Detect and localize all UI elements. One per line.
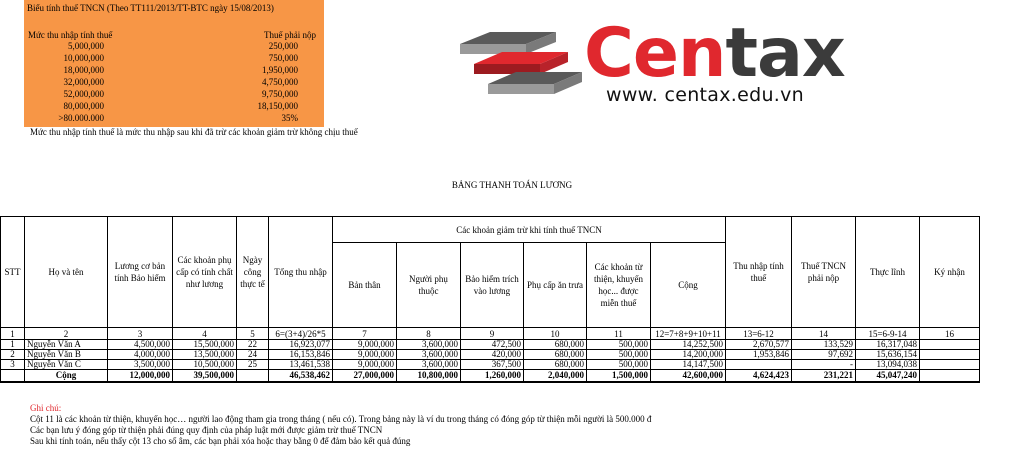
index-cell: 15=6-9-14 <box>856 328 920 340</box>
col-sum: Cộng <box>651 243 726 328</box>
col-insurance: Bảo hiểm trích vào lương <box>461 243 524 328</box>
total-taxable: 4,624,423 <box>726 370 792 382</box>
bracket-tax: 18,150,000 <box>257 101 298 111</box>
cell-taxable: 1,953,846 <box>726 350 792 360</box>
col-name: Họ và tên <box>25 217 108 328</box>
tax-header: Thuế phải nộp <box>264 30 316 40</box>
cell-name: Nguyễn Văn B <box>25 350 108 360</box>
index-cell: 5 <box>237 328 269 340</box>
cell-sign <box>920 340 980 350</box>
cell-sum: 14,252,500 <box>651 340 726 350</box>
bracket-tax: 35% <box>281 113 298 123</box>
index-cell: 3 <box>108 328 173 340</box>
cell-charity: 500,000 <box>587 350 651 360</box>
bracket-income: 52,000,000 <box>63 89 104 99</box>
bracket-income: 10,000,000 <box>63 53 104 63</box>
index-cell: 12=7+8+9+10+11 <box>651 328 726 340</box>
index-cell: 6=(3+4)/26*5 <box>269 328 333 340</box>
cell-net: 13,094,038 <box>856 360 920 370</box>
index-cell: 13=6-12 <box>726 328 792 340</box>
cell-days: 25 <box>237 360 269 370</box>
bracket-tax: 9,750,000 <box>262 89 298 99</box>
total-stt <box>1 370 25 382</box>
total-allow: 39,500,000 <box>173 370 237 382</box>
cell-net: 15,636,154 <box>856 350 920 360</box>
col-pit: Thuế TNCN phải nộp <box>792 217 856 328</box>
total-gross: 46,538,462 <box>269 370 333 382</box>
cell-gross: 16,923,077 <box>269 340 333 350</box>
cell-pit: - <box>792 360 856 370</box>
cell-gross: 16,153,846 <box>269 350 333 360</box>
total-charity: 1,500,000 <box>587 370 651 382</box>
cell-allow: 13,500,000 <box>173 350 237 360</box>
cell-gross: 13,461,538 <box>269 360 333 370</box>
logo-mark-icon <box>460 14 584 114</box>
index-cell: 4 <box>173 328 237 340</box>
notes-label: Ghi chú: <box>30 403 62 413</box>
cell-stt: 1 <box>1 340 25 350</box>
cell-base: 4,000,000 <box>108 350 173 360</box>
note-line: Sau khi tính toán, nếu thấy cột 13 cho số âm, các bạn phải xóa hoặc thay bằng 0 để đảm bảo kết quả đúng <box>30 436 411 446</box>
cell-sign <box>920 360 980 370</box>
col-self: Bản thân <box>333 243 397 328</box>
cell-stt: 3 <box>1 360 25 370</box>
note-line: Các bạn lưu ý đóng góp từ thiện phải đúng quy định của pháp luật mới được giảm trừ thuế TNCN <box>30 425 383 435</box>
table-row <box>1 360 980 370</box>
cell-allow: 10,500,000 <box>173 360 237 370</box>
col-deduction-group: Các khoản giảm trừ khi tính thuế TNCN <box>333 217 726 243</box>
cell-self: 9,000,000 <box>333 340 397 350</box>
bracket-tax: 4,750,000 <box>262 77 298 87</box>
logo-wordmark: Centax <box>584 14 845 93</box>
total-days <box>237 370 269 382</box>
tax-bracket-title: Biểu tính thuế TNCN (Theo TT111/2013/TT-BTC ngày 15/08/2013) <box>27 3 274 13</box>
total-self: 27,000,000 <box>333 370 397 382</box>
bracket-income: >80.000.000 <box>58 113 104 123</box>
col-taxable: Thu nhập tính thuế <box>726 217 792 328</box>
tax-note: Mức thu nhập tính thuế là mức thu nhập sau khi đã trừ các khoản giảm trừ không chịu thuế <box>30 127 358 137</box>
cell-days: 24 <box>237 350 269 360</box>
cell-sum: 14,147,500 <box>651 360 726 370</box>
cell-insurance: 367,500 <box>461 360 524 370</box>
index-row <box>1 328 980 340</box>
cell-meal: 680,000 <box>524 360 587 370</box>
cell-charity: 500,000 <box>587 340 651 350</box>
total-insurance: 1,260,000 <box>461 370 524 382</box>
col-base-salary: Lương cơ bản tính Bảo hiểm <box>108 217 173 328</box>
payroll-table <box>0 216 980 383</box>
cell-sign <box>920 350 980 360</box>
cell-days: 22 <box>237 340 269 350</box>
total-base: 12,000,000 <box>108 370 173 382</box>
cell-name: Nguyễn Văn A <box>25 340 108 350</box>
logo-url: www. centax.edu.vn <box>606 84 805 106</box>
cell-meal: 680,000 <box>524 350 587 360</box>
col-charity: Các khoản từ thiện, khuyến học... được miễn thuế <box>587 243 651 328</box>
col-gross: Tổng thu nhập <box>269 217 333 328</box>
cell-insurance: 420,000 <box>461 350 524 360</box>
cell-insurance: 472,500 <box>461 340 524 350</box>
header-row <box>1 217 980 243</box>
income-header: Mức thu nhập tính thuế <box>28 30 113 40</box>
note-line: Cột 11 là các khoản từ thiện, khuyến học… người lao động tham gia trong tháng ( nếu có). Trong bảng này là ví du trong tháng có đóng góp từ thiện mỗi người là 500.000 đ <box>30 414 652 424</box>
notes-block <box>30 403 651 447</box>
bracket-row <box>24 101 324 112</box>
bracket-row <box>24 53 324 64</box>
col-stt: STT <box>1 217 25 328</box>
bracket-income: 80,000,000 <box>63 101 104 111</box>
cell-charity: 500,000 <box>587 360 651 370</box>
index-cell: 14 <box>792 328 856 340</box>
bracket-row <box>24 77 324 88</box>
centax-logo <box>460 14 845 114</box>
col-allowance: Các khoản phụ cấp có tính chất như lương <box>173 217 237 328</box>
col-sign: Ký nhận <box>920 217 980 328</box>
cell-dependent: 3,600,000 <box>397 360 461 370</box>
index-cell: 1 <box>1 328 25 340</box>
total-meal: 2,040,000 <box>524 370 587 382</box>
cell-meal: 680,000 <box>524 340 587 350</box>
total-sum: 42,600,000 <box>651 370 726 382</box>
index-cell: 7 <box>333 328 397 340</box>
total-label: Cộng <box>25 370 108 382</box>
index-cell: 2 <box>25 328 108 340</box>
index-cell: 10 <box>524 328 587 340</box>
bracket-row <box>24 89 324 100</box>
total-dependent: 10,800,000 <box>397 370 461 382</box>
index-cell: 11 <box>587 328 651 340</box>
cell-taxable <box>726 360 792 370</box>
total-sign <box>920 370 980 382</box>
bracket-income: 5,000,000 <box>68 41 104 51</box>
cell-pit: 133,529 <box>792 340 856 350</box>
table-row <box>1 350 980 360</box>
cell-name: Nguyễn Văn C <box>25 360 108 370</box>
total-pit: 231,221 <box>792 370 856 382</box>
bracket-income: 18,000,000 <box>63 65 104 75</box>
bracket-income: 32,000,000 <box>63 77 104 87</box>
bracket-tax: 1,950,000 <box>262 65 298 75</box>
cell-stt: 2 <box>1 350 25 360</box>
cell-pit: 97,692 <box>792 350 856 360</box>
col-net: Thực lĩnh <box>856 217 920 328</box>
index-cell: 9 <box>461 328 524 340</box>
cell-self: 9,000,000 <box>333 350 397 360</box>
col-dependent: Người phụ thuộc <box>397 243 461 328</box>
col-meal: Phụ cấp ăn trưa <box>524 243 587 328</box>
cell-allow: 15,500,000 <box>173 340 237 350</box>
total-net: 45,047,240 <box>856 370 920 382</box>
bracket-row <box>24 41 324 52</box>
cell-base: 3,500,000 <box>108 360 173 370</box>
bracket-row <box>24 65 324 76</box>
col-days: Ngày công thực tế <box>237 217 269 328</box>
total-row <box>1 370 980 382</box>
bracket-tax: 250,000 <box>268 41 298 51</box>
cell-net: 16,317,048 <box>856 340 920 350</box>
sheet-title: BẢNG THANH TOÁN LƯƠNG <box>451 180 573 190</box>
cell-dependent: 3,600,000 <box>397 340 461 350</box>
bracket-tax: 750,000 <box>268 53 298 63</box>
bracket-row <box>24 113 324 124</box>
cell-sum: 14,200,000 <box>651 350 726 360</box>
cell-base: 4,500,000 <box>108 340 173 350</box>
tax-bracket-panel <box>24 0 324 127</box>
cell-taxable: 2,670,577 <box>726 340 792 350</box>
index-cell: 16 <box>920 328 980 340</box>
cell-self: 9,000,000 <box>333 360 397 370</box>
cell-dependent: 3,600,000 <box>397 350 461 360</box>
index-cell: 8 <box>397 328 461 340</box>
table-row <box>1 340 980 350</box>
